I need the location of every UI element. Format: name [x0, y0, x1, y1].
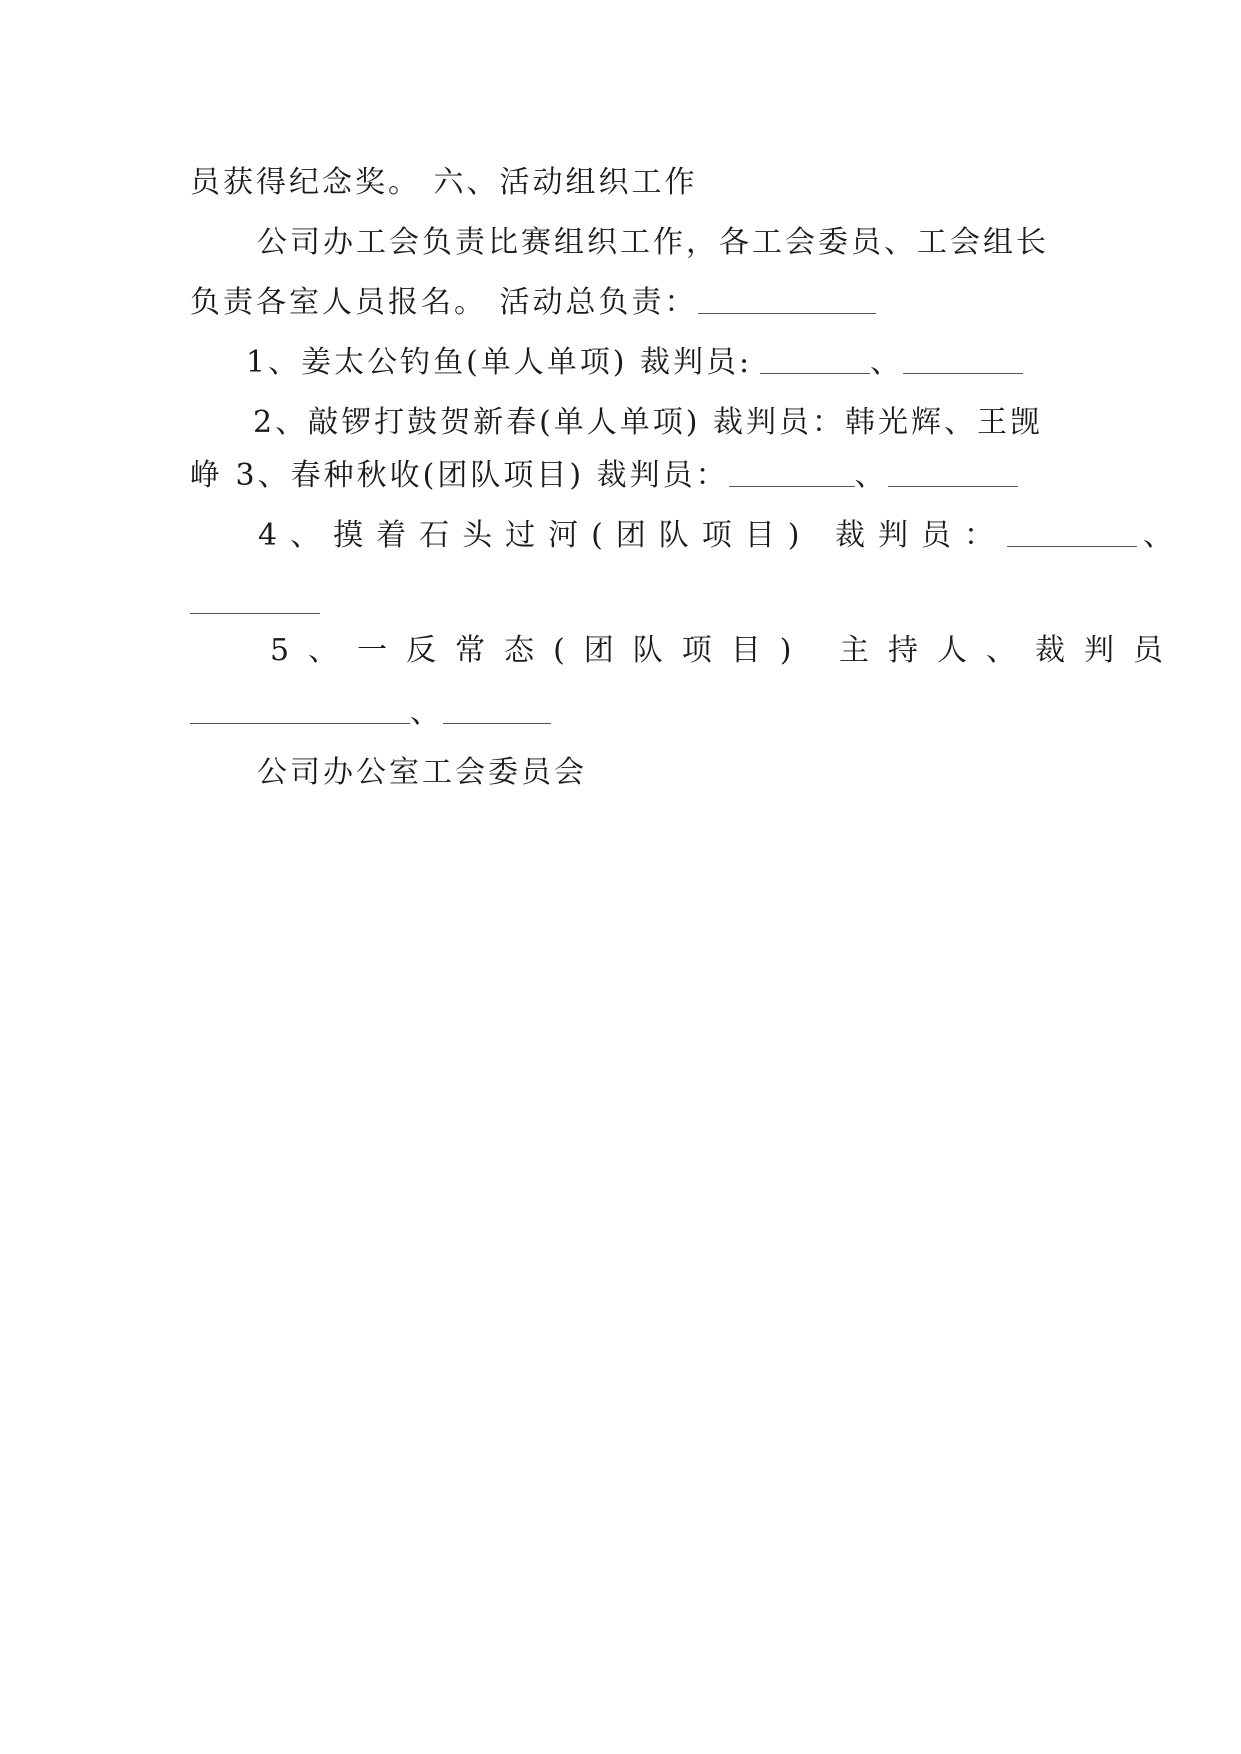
referee-blank: [903, 373, 1023, 374]
separator: 、: [1143, 518, 1177, 553]
referee-blank: [760, 373, 870, 374]
separator: 、: [870, 345, 904, 380]
separator: 、: [410, 695, 443, 730]
text-line: 2、敲锣打鼓贺新春(单人单项) 裁判员：韩光辉、王觊: [253, 405, 1044, 440]
text-line: 员获得纪念奖。 六、活动组织工作: [190, 165, 698, 200]
separator: 、: [854, 458, 888, 493]
signature-org: 公司办公室工会委员会: [257, 755, 587, 790]
referee-blank: [1007, 546, 1137, 547]
text-line: [190, 585, 320, 621]
text-line: [258, 518, 1176, 554]
text-line: 5、一反常态(团队项目) 主持人、裁判员: [270, 633, 1183, 668]
text-line: [190, 695, 551, 731]
activity-leader-label: 负责各室人员报名。 活动总负责：: [190, 285, 698, 320]
item-1-label: 1、姜太公钓鱼(单人单项) 裁判员:: [246, 345, 753, 380]
text-line: [190, 285, 876, 321]
item-3-label: 峥 3、春种秋收(团队项目) 裁判员：: [190, 458, 729, 493]
text-line: [190, 458, 1018, 494]
text-line: [246, 345, 1023, 381]
activity-leader-blank: [698, 313, 876, 314]
host-blank: [190, 723, 410, 724]
referee-blank: [729, 486, 855, 487]
referee-blank: [190, 613, 320, 614]
text-line: 公司办工会负责比赛组织工作，各工会委员、工会组长: [257, 225, 1049, 260]
referee-blank: [443, 723, 551, 724]
referee-blank: [888, 486, 1018, 487]
item-4-label: 4、摸着石头过河(团队项目) 裁判员：: [258, 518, 1008, 553]
